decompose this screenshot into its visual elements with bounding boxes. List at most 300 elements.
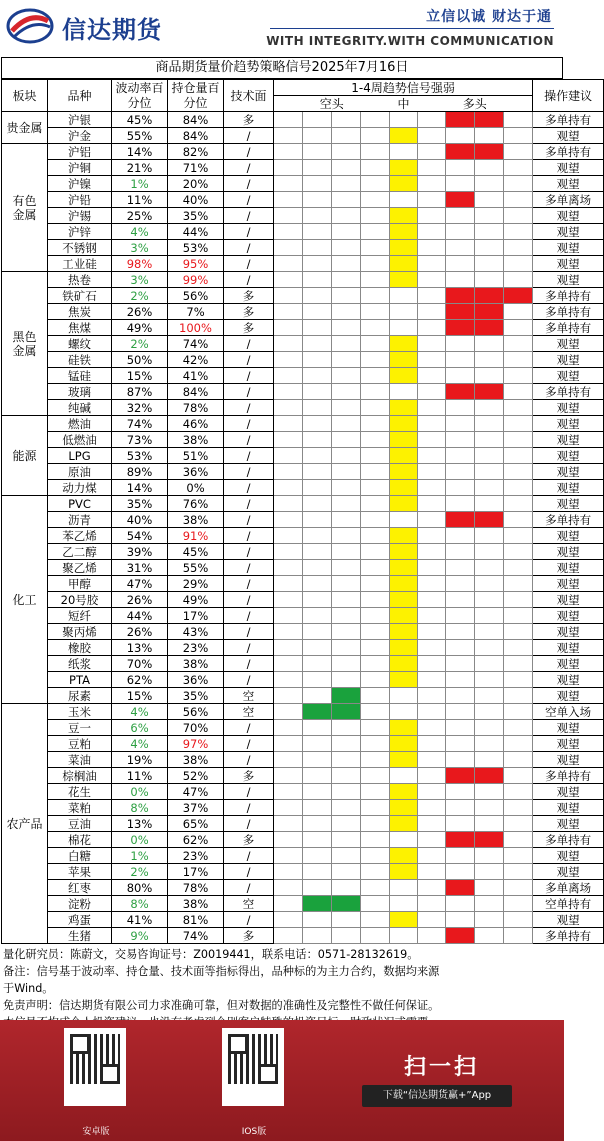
table-row <box>2 528 604 544</box>
tech-cell: / <box>224 752 274 768</box>
signal-cell <box>504 592 533 608</box>
table-row <box>2 464 604 480</box>
variety-cell: PVC <box>48 496 112 512</box>
signal-cell <box>303 544 332 560</box>
signal-cell <box>504 240 533 256</box>
signal-cell <box>475 208 504 224</box>
signal-cell <box>390 816 418 832</box>
android-label: 安卓版 <box>82 1127 110 1137</box>
advice-cell: 观望 <box>533 336 604 352</box>
signal-cell <box>361 144 390 160</box>
signal-cell <box>390 688 418 704</box>
advice-cell: 观望 <box>533 752 604 768</box>
tech-cell: 多 <box>224 112 274 128</box>
signal-cell <box>504 528 533 544</box>
signal-cell <box>504 800 533 816</box>
signal-cell <box>475 528 504 544</box>
variety-cell: 苯乙烯 <box>48 528 112 544</box>
signal-cell <box>274 832 303 848</box>
table-row <box>2 288 604 304</box>
signal-cell <box>361 528 390 544</box>
signal-cell <box>332 416 361 432</box>
signal-cell <box>446 464 475 480</box>
signal-cell <box>475 480 504 496</box>
signal-cell <box>418 224 446 240</box>
signal-cell <box>418 832 446 848</box>
oi-cell: 51% <box>168 448 224 464</box>
tech-cell: / <box>224 352 274 368</box>
oi-cell: 41% <box>168 368 224 384</box>
tech-cell: / <box>224 864 274 880</box>
signal-cell <box>446 144 475 160</box>
signal-cell <box>303 592 332 608</box>
signal-cell <box>390 624 418 640</box>
advice-cell: 多单持有 <box>533 832 604 848</box>
oi-cell: 71% <box>168 160 224 176</box>
signal-cell <box>475 880 504 896</box>
signal-cell <box>418 496 446 512</box>
signal-cell <box>274 912 303 928</box>
signal-cell <box>418 880 446 896</box>
vol-cell: 41% <box>112 912 168 928</box>
signal-cell <box>361 608 390 624</box>
signal-cell <box>332 432 361 448</box>
advice-cell: 观望 <box>533 576 604 592</box>
signal-cell <box>332 880 361 896</box>
signal-cell <box>303 752 332 768</box>
signal-cell <box>504 128 533 144</box>
signal-cell <box>332 368 361 384</box>
table-row <box>2 480 604 496</box>
signal-cell <box>332 592 361 608</box>
variety-cell: PTA <box>48 672 112 688</box>
signal-cell <box>446 608 475 624</box>
signal-cell <box>418 128 446 144</box>
advice-cell: 多单持有 <box>533 144 604 160</box>
signal-cell <box>390 304 418 320</box>
signal-cell <box>446 688 475 704</box>
signal-cell <box>475 592 504 608</box>
col-oi: 持仓量百分位 <box>168 80 224 112</box>
vol-cell: 55% <box>112 128 168 144</box>
footer-disclaimer: 免责声明：信达期货有限公司力求准确可靠，但对数据的准确性及完整性不做任何保证。 <box>3 999 440 1012</box>
signal-cell <box>475 688 504 704</box>
signal-cell <box>475 176 504 192</box>
signal-cell <box>475 656 504 672</box>
signal-cell <box>274 848 303 864</box>
signal-cell <box>303 384 332 400</box>
signal-cell <box>274 576 303 592</box>
signal-cell <box>332 112 361 128</box>
signal-cell <box>361 624 390 640</box>
tech-cell: / <box>224 736 274 752</box>
signal-cell <box>475 368 504 384</box>
table-row <box>2 496 604 512</box>
signal-cell <box>475 704 504 720</box>
signal-cell <box>390 656 418 672</box>
signal-cell <box>274 928 303 944</box>
oi-cell: 55% <box>168 560 224 576</box>
advice-cell: 观望 <box>533 496 604 512</box>
download-app-button[interactable]: 下载“信达期货赢+”App <box>362 1085 512 1107</box>
signal-cell <box>446 128 475 144</box>
tech-cell: / <box>224 256 274 272</box>
table-row <box>2 672 604 688</box>
table-row <box>2 416 604 432</box>
signal-cell <box>361 480 390 496</box>
signal-cell <box>303 640 332 656</box>
vol-cell: 0% <box>112 784 168 800</box>
oi-cell: 78% <box>168 880 224 896</box>
vol-cell: 13% <box>112 816 168 832</box>
tech-cell: / <box>224 384 274 400</box>
table-row <box>2 592 604 608</box>
variety-cell: 热卷 <box>48 272 112 288</box>
signal-cell <box>446 176 475 192</box>
oi-cell: 91% <box>168 528 224 544</box>
sector-cell: 贵金属 <box>2 112 48 144</box>
advice-cell: 观望 <box>533 528 604 544</box>
table-row <box>2 112 604 128</box>
advice-cell: 观望 <box>533 784 604 800</box>
vol-cell: 26% <box>112 592 168 608</box>
signal-cell <box>303 720 332 736</box>
advice-cell: 观望 <box>533 560 604 576</box>
col-tech: 技术面 <box>224 80 274 112</box>
vol-cell: 62% <box>112 672 168 688</box>
advice-cell: 观望 <box>533 352 604 368</box>
signal-cell <box>361 704 390 720</box>
variety-cell: 沪铅 <box>48 192 112 208</box>
signal-cell <box>332 512 361 528</box>
signal-cell <box>274 512 303 528</box>
signal-cell <box>274 384 303 400</box>
signal-cell <box>418 752 446 768</box>
advice-cell: 观望 <box>533 688 604 704</box>
oi-cell: 56% <box>168 704 224 720</box>
signal-cell <box>332 608 361 624</box>
table-row <box>2 880 604 896</box>
signal-cell <box>390 176 418 192</box>
table-row <box>2 896 604 912</box>
table-row <box>2 912 604 928</box>
advice-cell: 空单持有 <box>533 896 604 912</box>
signal-cell <box>274 528 303 544</box>
signal-cell <box>361 112 390 128</box>
tech-cell: / <box>224 816 274 832</box>
ios-label: IOS版 <box>241 1127 267 1137</box>
signal-cell <box>418 512 446 528</box>
signal-cell <box>303 144 332 160</box>
signal-cell <box>446 736 475 752</box>
signal-cell <box>390 496 418 512</box>
signal-cell <box>475 304 504 320</box>
ios-qr-code[interactable] <box>222 1028 284 1106</box>
signal-cell <box>303 464 332 480</box>
oi-cell: 36% <box>168 464 224 480</box>
oi-cell: 17% <box>168 608 224 624</box>
signal-cell <box>303 576 332 592</box>
footer-researcher: 量化研究员：陈蔚文，交易咨询证号：Z0019441，联系电话：0571-28132619。 <box>3 948 419 961</box>
signal-cell <box>303 704 332 720</box>
signal-cell <box>361 736 390 752</box>
oi-cell: 35% <box>168 208 224 224</box>
signal-cell <box>446 192 475 208</box>
table-row <box>2 432 604 448</box>
signal-cell <box>504 928 533 944</box>
signal-cell <box>390 800 418 816</box>
signal-cell <box>390 464 418 480</box>
vol-cell: 44% <box>112 608 168 624</box>
signal-cell <box>303 608 332 624</box>
table-row <box>2 512 604 528</box>
signal-cell <box>418 912 446 928</box>
signal-cell <box>332 848 361 864</box>
oi-cell: 97% <box>168 736 224 752</box>
signal-cell <box>446 160 475 176</box>
signal-cell <box>274 800 303 816</box>
table-row <box>2 320 604 336</box>
signal-cell <box>504 480 533 496</box>
oi-cell: 78% <box>168 400 224 416</box>
vol-cell: 19% <box>112 752 168 768</box>
col-vol: 波动率百分位 <box>112 80 168 112</box>
signal-cell <box>361 320 390 336</box>
oi-cell: 84% <box>168 384 224 400</box>
signal-cell <box>361 400 390 416</box>
signal-cell <box>332 544 361 560</box>
variety-cell: 红枣 <box>48 880 112 896</box>
signal-cell <box>332 160 361 176</box>
signal-cell <box>332 704 361 720</box>
vol-cell: 15% <box>112 368 168 384</box>
signal-cell <box>274 608 303 624</box>
signal-cell <box>446 800 475 816</box>
signal-cell <box>446 528 475 544</box>
signal-cell <box>446 320 475 336</box>
variety-cell: 白糖 <box>48 848 112 864</box>
table-row <box>2 576 604 592</box>
oi-cell: 38% <box>168 896 224 912</box>
vol-cell: 13% <box>112 640 168 656</box>
tech-cell: / <box>224 576 274 592</box>
signal-cell <box>274 192 303 208</box>
signal-cell <box>361 240 390 256</box>
oi-cell: 43% <box>168 624 224 640</box>
android-qr-code[interactable] <box>64 1028 126 1106</box>
signal-cell <box>418 544 446 560</box>
signal-cell <box>475 432 504 448</box>
variety-cell: 燃油 <box>48 416 112 432</box>
signal-cell <box>475 352 504 368</box>
col-advice: 操作建议 <box>533 80 604 112</box>
signal-cell <box>504 400 533 416</box>
signal-cell <box>504 608 533 624</box>
signal-cell <box>332 144 361 160</box>
advice-cell: 多单持有 <box>533 112 604 128</box>
signal-cell <box>361 928 390 944</box>
signal-cell <box>274 688 303 704</box>
signal-cell <box>418 240 446 256</box>
signal-cell <box>361 368 390 384</box>
oi-cell: 52% <box>168 768 224 784</box>
signal-cell <box>446 720 475 736</box>
signal-cell <box>504 752 533 768</box>
footer <box>3 946 563 1031</box>
signal-cell <box>303 512 332 528</box>
signal-cell <box>274 880 303 896</box>
variety-cell: 苹果 <box>48 864 112 880</box>
vol-cell: 98% <box>112 256 168 272</box>
signal-cell <box>504 496 533 512</box>
tech-cell: / <box>224 640 274 656</box>
signal-cell <box>274 560 303 576</box>
signal-cell <box>418 608 446 624</box>
signal-cell <box>475 512 504 528</box>
oi-cell: 74% <box>168 928 224 944</box>
signal-cell <box>303 416 332 432</box>
variety-cell: 工业硅 <box>48 256 112 272</box>
signal-cell <box>361 560 390 576</box>
signal-cell <box>475 272 504 288</box>
signal-cell <box>274 224 303 240</box>
signal-cell <box>274 784 303 800</box>
signal-cell <box>303 912 332 928</box>
oi-cell: 23% <box>168 848 224 864</box>
signal-cell <box>504 256 533 272</box>
signal-cell <box>418 272 446 288</box>
vol-cell: 0% <box>112 832 168 848</box>
oi-cell: 38% <box>168 432 224 448</box>
signal-cell <box>274 464 303 480</box>
signal-cell <box>361 864 390 880</box>
signal-cell <box>361 800 390 816</box>
signal-cell <box>418 592 446 608</box>
header <box>0 0 564 56</box>
oi-cell: 82% <box>168 144 224 160</box>
signal-cell <box>475 192 504 208</box>
variety-cell: 聚丙烯 <box>48 624 112 640</box>
signal-cell <box>303 448 332 464</box>
signal-cell <box>418 800 446 816</box>
signal-cell <box>446 512 475 528</box>
signal-cell <box>446 624 475 640</box>
signal-cell <box>361 352 390 368</box>
tech-cell: 空 <box>224 896 274 912</box>
signal-cell <box>446 304 475 320</box>
signal-cell <box>504 432 533 448</box>
signal-cell <box>303 528 332 544</box>
signal-cell <box>332 832 361 848</box>
signal-cell <box>390 528 418 544</box>
signal-cell <box>475 736 504 752</box>
tech-cell: 多 <box>224 928 274 944</box>
slogan: 立信以诚 财达于通 <box>426 9 552 25</box>
variety-cell: 沪锡 <box>48 208 112 224</box>
signal-cell <box>332 752 361 768</box>
signal-cell <box>475 496 504 512</box>
signal-cell <box>303 304 332 320</box>
signal-cell <box>504 368 533 384</box>
advice-cell: 观望 <box>533 368 604 384</box>
advice-cell: 观望 <box>533 480 604 496</box>
oi-cell: 42% <box>168 352 224 368</box>
signal-cell <box>274 640 303 656</box>
vol-cell: 39% <box>112 544 168 560</box>
signal-cell <box>446 592 475 608</box>
vol-cell: 45% <box>112 112 168 128</box>
vol-cell: 25% <box>112 208 168 224</box>
signal-cell <box>504 768 533 784</box>
table-body <box>2 112 604 944</box>
signal-cell <box>303 208 332 224</box>
signal-cell <box>390 400 418 416</box>
signal-cell <box>390 144 418 160</box>
advice-cell: 观望 <box>533 592 604 608</box>
signal-cell <box>475 912 504 928</box>
col-variety: 品种 <box>48 80 112 112</box>
vol-cell: 26% <box>112 304 168 320</box>
advice-cell: 观望 <box>533 544 604 560</box>
signal-cell <box>332 656 361 672</box>
signal-cell <box>446 576 475 592</box>
signal-cell <box>446 352 475 368</box>
col-long: 多头 <box>418 96 533 112</box>
tech-cell: / <box>224 672 274 688</box>
signal-cell <box>390 848 418 864</box>
signal-cell <box>504 304 533 320</box>
signal-cell <box>332 736 361 752</box>
table-row <box>2 272 604 288</box>
tech-cell: / <box>224 368 274 384</box>
signal-cell <box>446 400 475 416</box>
signal-cell <box>475 320 504 336</box>
signal-cell <box>332 272 361 288</box>
signal-cell <box>274 256 303 272</box>
variety-cell: 生猪 <box>48 928 112 944</box>
vol-cell: 2% <box>112 288 168 304</box>
signal-cell <box>361 512 390 528</box>
table-row <box>2 544 604 560</box>
variety-cell: 焦炭 <box>48 304 112 320</box>
signal-cell <box>361 288 390 304</box>
variety-cell: 沪金 <box>48 128 112 144</box>
signal-cell <box>332 624 361 640</box>
vol-cell: 54% <box>112 528 168 544</box>
advice-cell: 观望 <box>533 160 604 176</box>
advice-cell: 多单离场 <box>533 192 604 208</box>
table-row <box>2 832 604 848</box>
table-row <box>2 128 604 144</box>
signal-cell <box>361 912 390 928</box>
signal-cell <box>303 656 332 672</box>
table-row <box>2 336 604 352</box>
signal-cell <box>390 272 418 288</box>
tech-cell: / <box>224 624 274 640</box>
signal-cell <box>504 224 533 240</box>
signal-cell <box>390 480 418 496</box>
oi-cell: 49% <box>168 592 224 608</box>
advice-cell: 观望 <box>533 416 604 432</box>
oi-cell: 45% <box>168 544 224 560</box>
vol-cell: 80% <box>112 880 168 896</box>
signal-cell <box>303 928 332 944</box>
signal-cell <box>390 720 418 736</box>
variety-cell: 豆一 <box>48 720 112 736</box>
variety-cell: LPG <box>48 448 112 464</box>
vol-cell: 50% <box>112 352 168 368</box>
signal-cell <box>332 928 361 944</box>
